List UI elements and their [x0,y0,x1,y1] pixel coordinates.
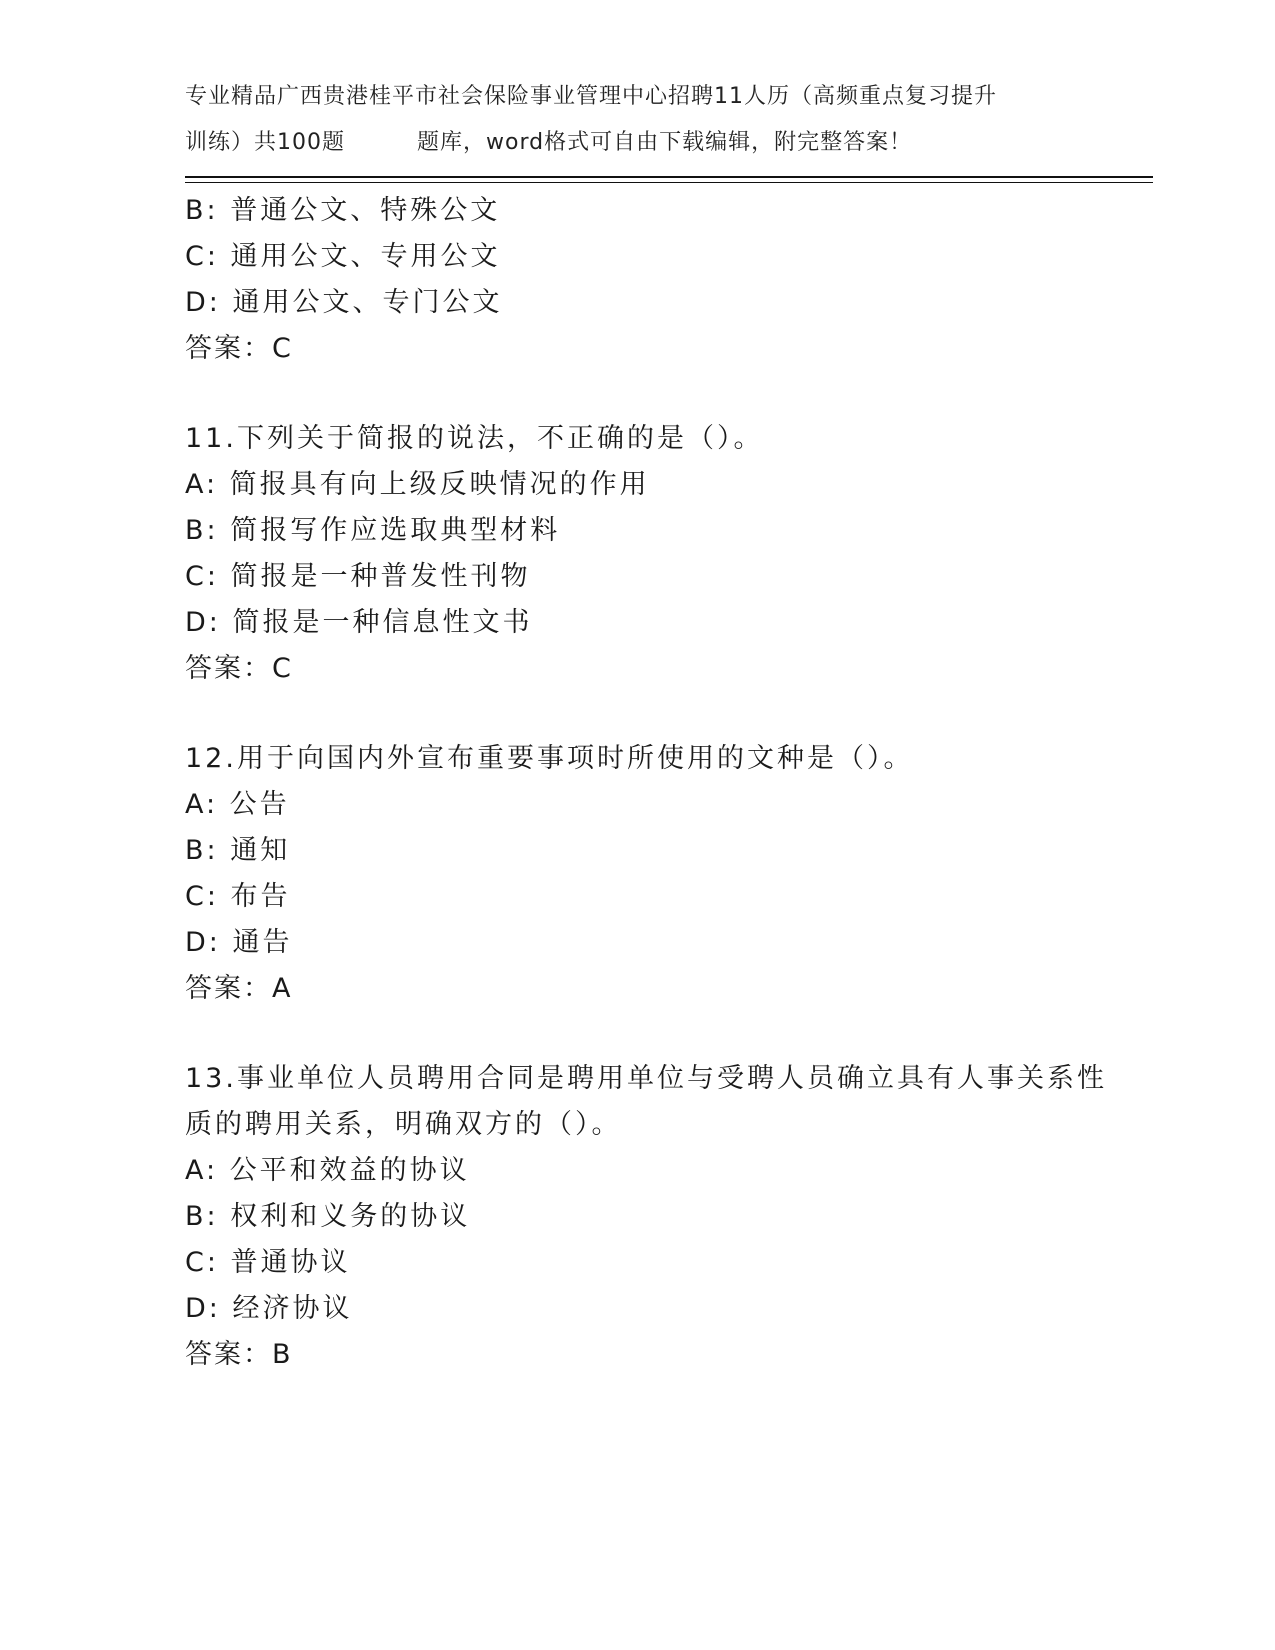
question-text: 12.用于向国内外宣布重要事项时所使用的文种是（）。 [185,743,914,774]
option-a: A: 简报具有向上级反映情况的作用 [185,469,650,500]
option-a: A: 公平和效益的协议 [185,1155,470,1186]
question-13 [185,1056,1107,1378]
option-d: D: 通用公文、专门公文 [185,287,503,318]
option-b: B: 权利和义务的协议 [185,1201,471,1232]
answer: 答案：B [185,1339,293,1370]
question-text-line-1: 13.事业单位人员聘用合同是聘用单位与受聘人员确立具有人事关系性 [185,1063,1107,1094]
option-d: D: 通告 [185,927,293,958]
header-line-2a: 训练）共100题 [185,130,345,155]
option-a: A: 公告 [185,789,290,820]
header-rule-thin [185,182,1153,183]
answer: 答案：C [185,333,293,364]
option-c: C: 普通协议 [185,1247,351,1278]
question-text-line-2: 质的聘用关系，明确双方的（）。 [185,1109,622,1140]
answer: 答案：C [185,653,293,684]
option-c: C: 布告 [185,881,291,912]
option-b: B: 普通公文、特殊公文 [185,195,501,226]
question-12 [185,736,1085,1012]
question-list [185,188,1107,1378]
header-rule-thick [185,176,1153,178]
header-line-2b: 题库，word格式可自由下载编辑，附完整答案！ [417,130,913,155]
answer: 答案：A [185,973,293,1004]
option-d: D: 经济协议 [185,1293,353,1324]
option-c: C: 简报是一种普发性刊物 [185,561,531,592]
option-b: B: 简报写作应选取典型材料 [185,515,561,546]
option-b: B: 通知 [185,835,291,866]
question-11 [185,416,1085,692]
question-text: 11.下列关于简报的说法，不正确的是（）。 [185,423,764,454]
document-header [185,74,1085,166]
question-fragment [185,188,1085,372]
header-line-2 [185,120,1085,166]
header-line-1: 专业精品广西贵港桂平市社会保险事业管理中心招聘11人历（高频重点复习提升 [185,84,997,109]
option-d: D: 简报是一种信息性文书 [185,607,533,638]
option-c: C: 通用公文、专用公文 [185,241,501,272]
